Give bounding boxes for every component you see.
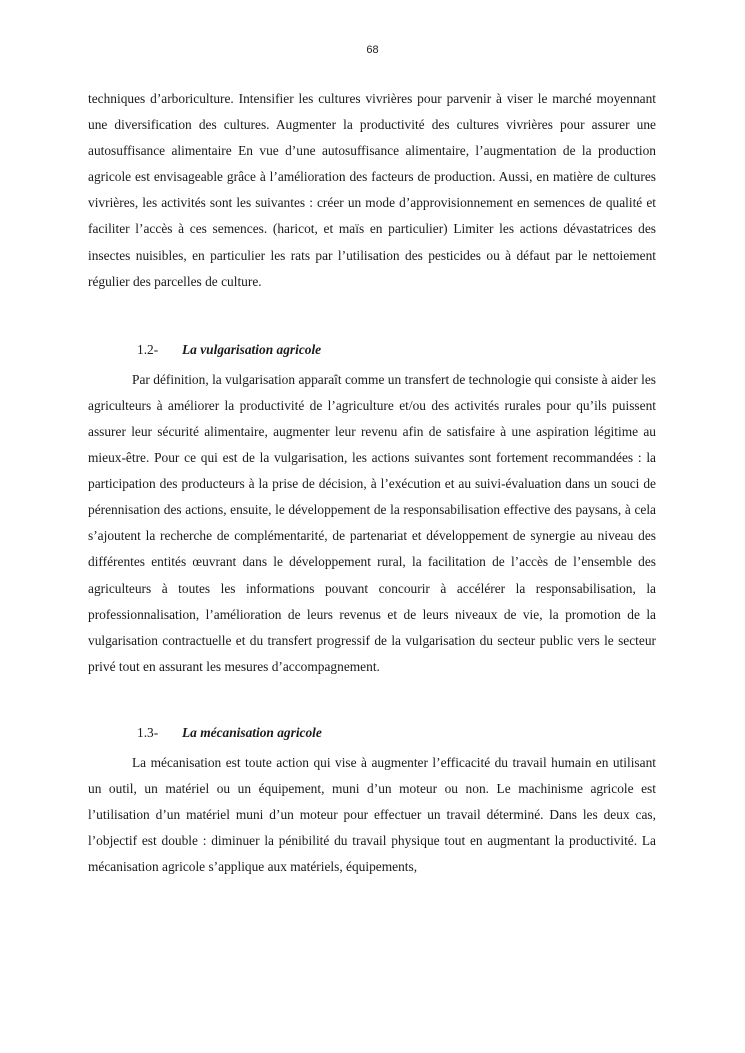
section-spacer [88, 295, 656, 337]
page-number: 68 [366, 44, 379, 56]
section-heading-mecanisation [88, 720, 656, 746]
section-title: La mécanisation agricole [182, 724, 322, 740]
intro-paragraph: techniques d’arboriculture. Intensifier les cultures vivrières pour parvenir à viser le marché moyennant une diversification des cultures. Augmenter la productivité des cultures vivrières pour assurer une autosuffisance alimentaire En vue d’une autosuffisance alimentaire, l’augmentation de la production agricole est envisageable grâce à l’amélioration des facteurs de production. Aussi, en matière de cultures vivrières, les activités sont les suivantes : créer un mode d’approvisionnement en semences de qualité et faciliter l’accès à ces semences. (haricot, et maïs en particulier) Limiter les actions dévastatrices des insectes nuisibles, en particulier les rats par l’utilisation des pesticides ou à défaut par le nettoiement régulier des parcelles de culture. [88, 91, 656, 289]
section-number: 1.3- [137, 724, 159, 740]
section-title: La vulgarisation agricole [182, 341, 322, 357]
section-number: 1.2- [137, 341, 159, 357]
section-heading-vulgarisation [88, 337, 656, 363]
section-paragraph-mecanisation: La mécanisation est toute action qui vise à augmenter l’efficacité du travail humain en utilisant un outil, un matériel ou un équipement, muni d’un moteur ou non. Le machinisme agricole est l’utilisation d’un matériel muni d’un moteur pour effectuer un travail déterminé. Dans les deux cas, l’objectif est double : diminuer la pénibilité du travail physique tout en augmentant la productivité. La mécanisation agricole s’applique aux matériels, équipements, [88, 754, 656, 875]
document-body [88, 86, 656, 880]
section-spacer [88, 680, 656, 720]
section-paragraph-vulgarisation: Par définition, la vulgarisation apparaît comme un transfert de technologie qui consiste à aider les agriculteurs à améliorer la productivité de l’agriculture et/ou des activités rurales pour qu’ils puissent assurer leur sécurité alimentaire, augmenter leur revenu afin de satisfaire à une aspiration légitime au mieux-être. Pour ce qui est de la vulgarisation, les actions suivantes sont fortement recommandées : la participation des producteurs à la prise de décision, à l’exécution et au suivi-évaluation dans un souci de pérennisation des actions, ensuite, le développement de la responsabilisation effective des paysans, à cela s’ajoutent la recherche de complémentarité, de partenariat et développement de synergie au niveau des différentes entités œuvrant dans le développement rural, la facilitation de l’accès de l’ensemble des agriculteurs à toutes les informations pouvant concourir à accélérer la responsabilisation, la professionnalisation, l’amélioration de leurs revenus et de leurs niveaux de vie, la promotion de la vulgarisation contractuelle et du transfert progressif de la vulgarisation du secteur public vers le secteur privé tout en assurant les mesures d’accompagnement. [88, 371, 656, 674]
